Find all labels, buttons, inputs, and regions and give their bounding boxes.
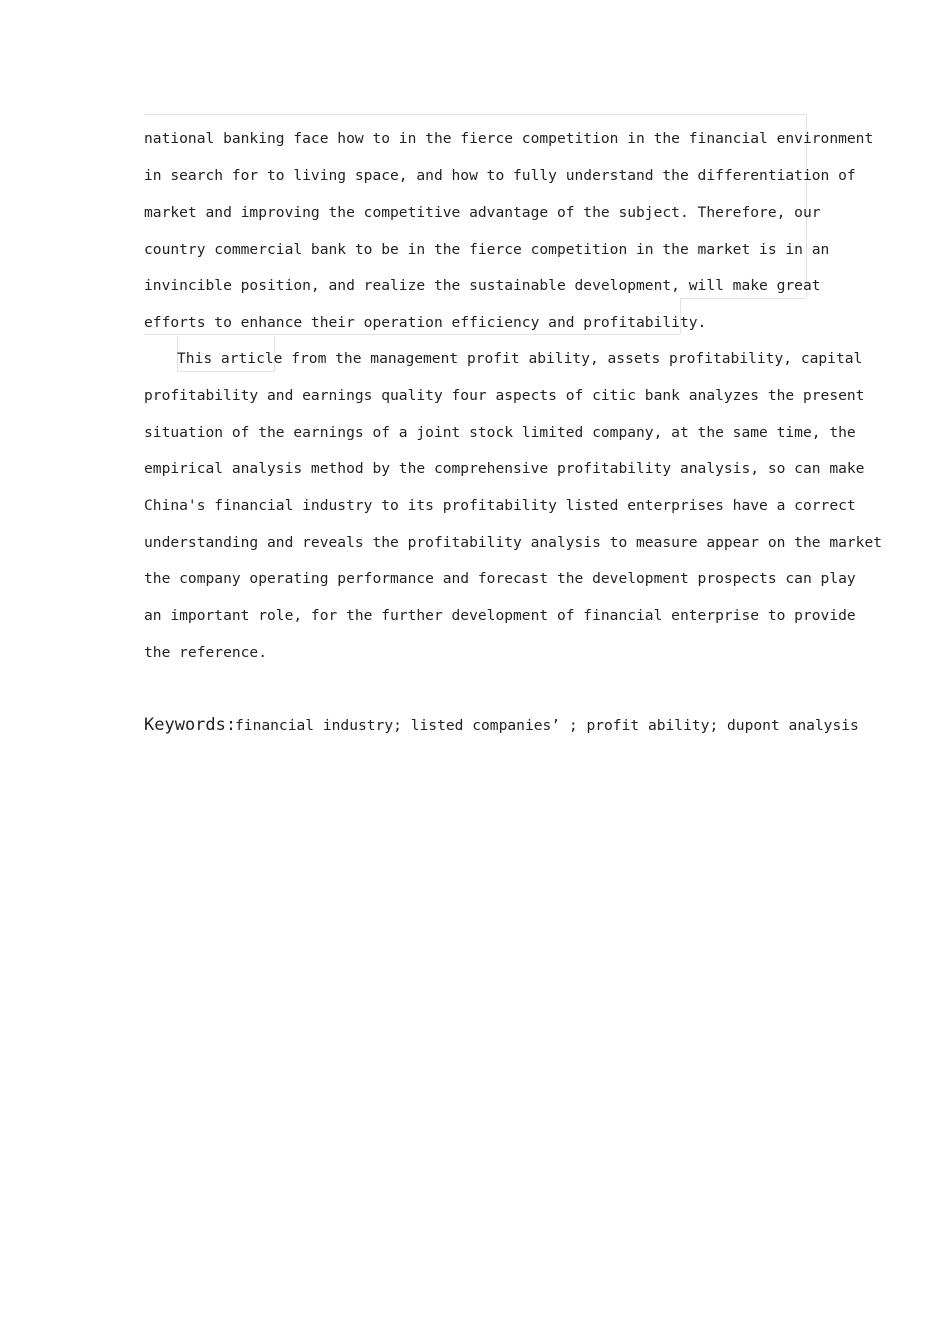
paragraph-line: the reference.	[144, 644, 268, 661]
paragraph-line: invincible position, and realize the sustainable development, will make great	[144, 277, 821, 294]
paragraph-line: national banking face how to in the fierce competition in the financial environment	[144, 130, 874, 147]
paragraph-line: efforts to enhance their operation efficiency and profitability.	[144, 314, 707, 331]
paragraph-line: in search for to living space, and how to fully understand the differentiation of	[144, 167, 856, 184]
selection-outline-top	[144, 114, 806, 115]
paragraph-line: an important role, for the further development of financial enterprise to provide	[144, 607, 856, 624]
paragraph-line: market and improving the competitive advantage of the subject. Therefore, our	[144, 204, 821, 221]
selection-outline-step	[680, 298, 806, 299]
paragraph-line: understanding and reveals the profitability analysis to measure appear on the market	[144, 534, 883, 551]
keywords-list: financial industry; listed companies’ ; profit ability; dupont analysis	[235, 717, 859, 734]
paragraph-line: empirical analysis method by the comprehensive profitability analysis, so can make	[144, 460, 865, 477]
paragraph-line: profitability and earnings quality four aspects of citic bank analyzes the present	[144, 387, 865, 404]
paragraph-line: country commercial bank to be in the fierce competition in the market is in an	[144, 241, 830, 258]
keywords-row	[144, 711, 859, 739]
paragraph-line: situation of the earnings of a joint stock limited company, at the same time, the	[144, 424, 856, 441]
selection-outline-bottom	[144, 334, 680, 335]
paragraph-line: China's financial industry to its profitability listed enterprises have a correct	[144, 497, 856, 514]
keywords-label: Keywords:	[144, 715, 237, 735]
paragraph-line: This article from the management profit ability, assets profitability, capital	[177, 350, 863, 367]
paragraph-line: the company operating performance and forecast the development prospects can play	[144, 570, 856, 587]
